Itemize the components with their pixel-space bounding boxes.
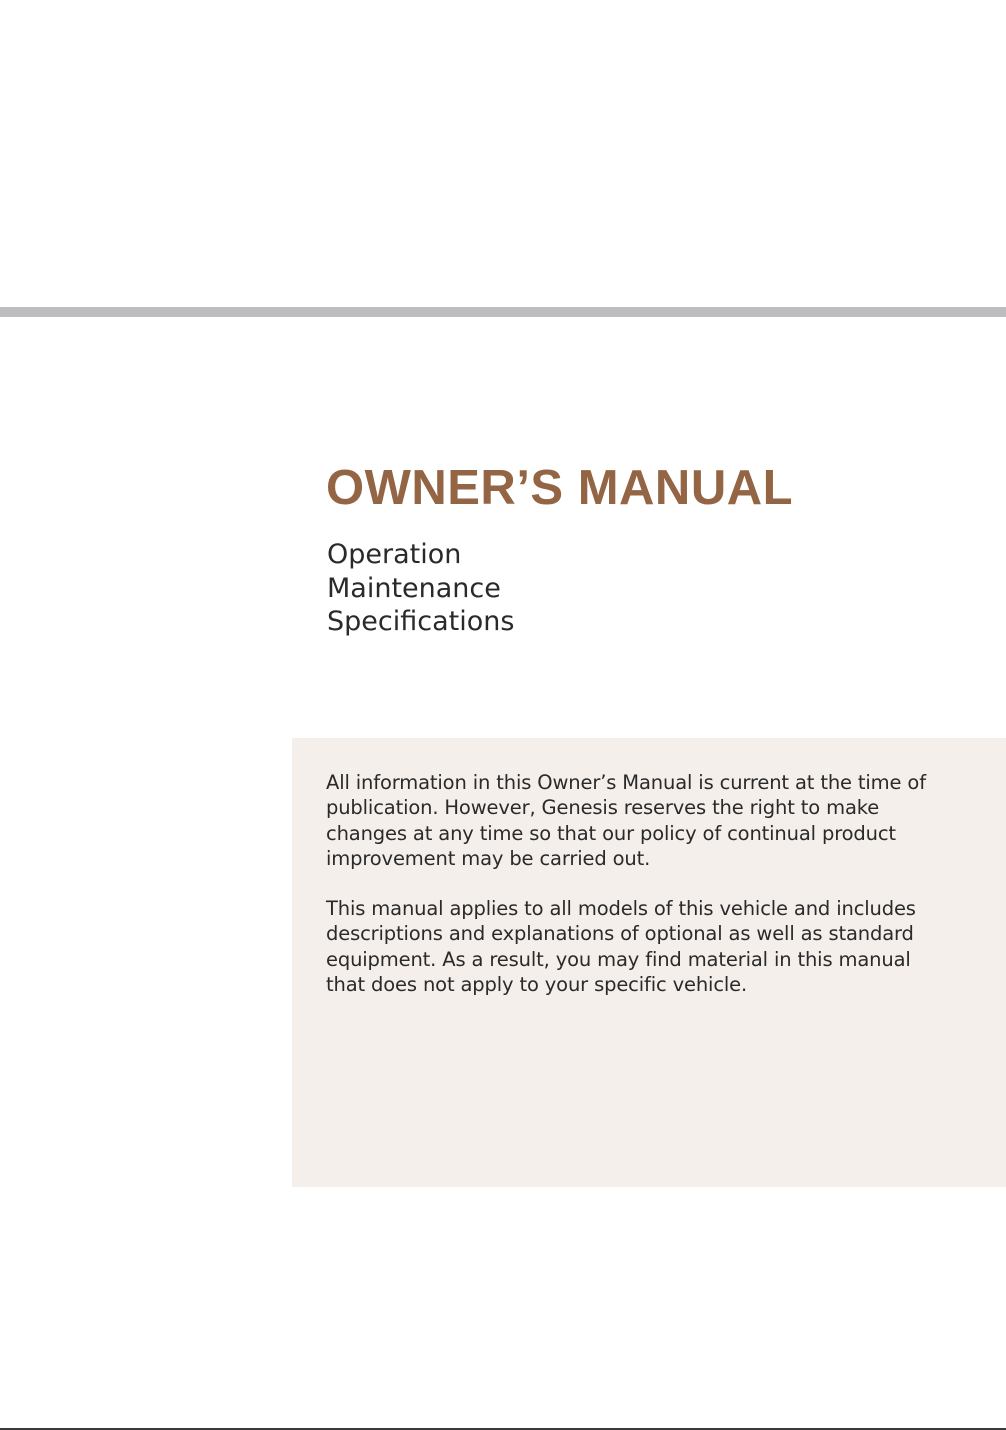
notice-paragraph-applicability: This manual applies to all models of this vehicle and includes descriptions and explanations of optional as well as standard equipment. As a result, you may find material in this manual that does not apply to your specific vehicle.	[326, 897, 916, 996]
subtitle-specifications: Specifications	[327, 606, 515, 637]
top-divider	[0, 307, 1006, 317]
notice-paragraph-publication: All information in this Owner’s Manual is current at the time of publication. However, Genesis reserves the right to make changes at any time so that our policy of continual product improvement may be carried out.	[326, 771, 926, 870]
subtitle-operation: Operation	[327, 539, 462, 570]
page-title: OWNER’S MANUAL	[326, 461, 794, 515]
subtitle-maintenance: Maintenance	[327, 572, 501, 604]
notice-box	[292, 738, 1006, 1187]
subtitle-list	[327, 538, 514, 639]
